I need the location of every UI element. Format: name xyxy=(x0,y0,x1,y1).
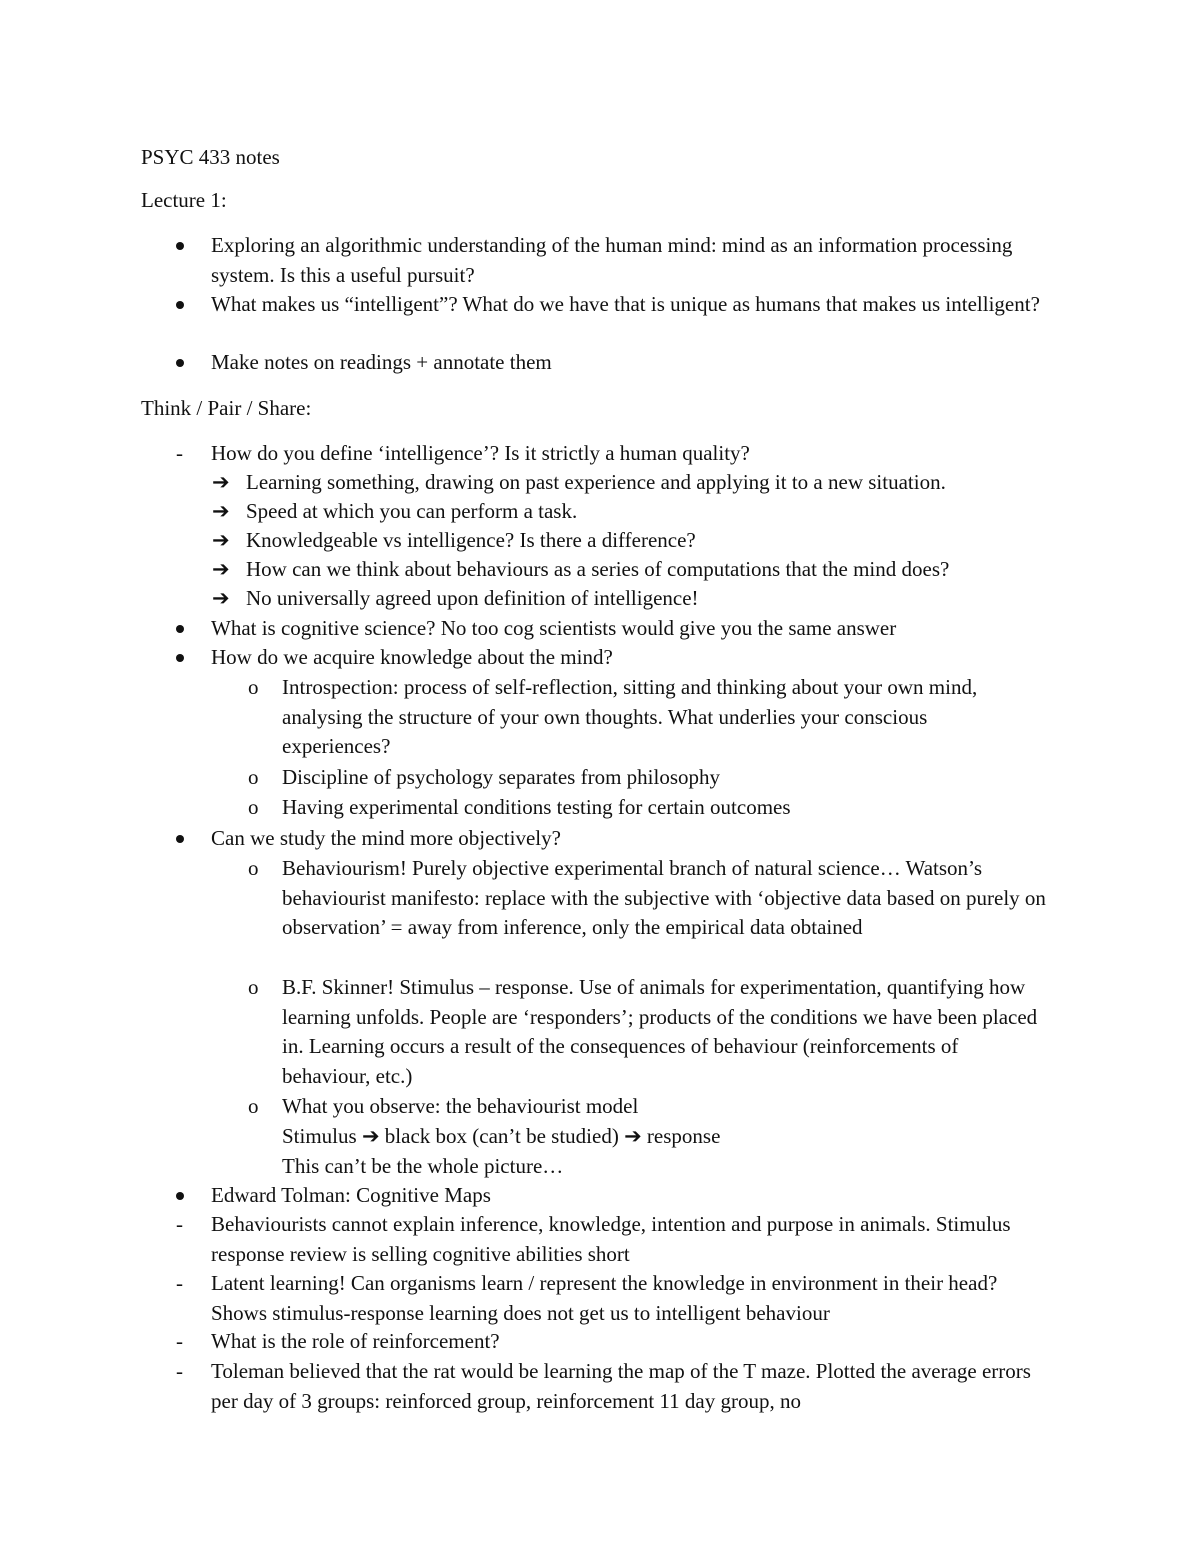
list-item-text: What you observe: the behaviourist model xyxy=(282,1094,639,1118)
bullet-marker xyxy=(176,625,184,633)
bullet-marker xyxy=(176,1192,184,1200)
list-item-text: Introspection: process of self-reflection, sitting and thinking about your own mind, analysing the structure of your own thoughts. What underlies your conscious experiences? xyxy=(282,675,978,759)
list-item-text: What is the role of reinforcement? xyxy=(211,1329,500,1353)
list-item-text: Behaviourism! Purely objective experimental branch of natural science… Watson’s behaviourist manifesto: replace with the subjective with ‘objective data based on purely on observation’ = away from inference, only the empirical data obtained xyxy=(282,856,1046,940)
lecture-heading: Lecture 1: xyxy=(141,188,227,212)
behaviourist-model-line: Stimulus ➔ black box (can’t be studied) ➔ response xyxy=(282,1124,721,1148)
think-pair-share-heading: Think / Pair / Share: xyxy=(141,396,312,420)
whole-picture-line: This can’t be the whole picture… xyxy=(282,1154,564,1178)
bullet-marker xyxy=(176,654,184,662)
list-item-text: What makes us “intelligent”? What do we have that is unique as humans that makes us intelligent? xyxy=(211,292,1040,316)
dash-marker: - xyxy=(176,1329,183,1353)
list-item-text: How do we acquire knowledge about the mind? xyxy=(211,645,613,669)
list-item-text: Discipline of psychology separates from philosophy xyxy=(282,765,721,789)
dash-marker: - xyxy=(176,441,183,465)
circle-marker: o xyxy=(248,765,259,789)
circle-marker: o xyxy=(248,1094,259,1118)
list-item-text: Behaviourists cannot explain inference, knowledge, intention and purpose in animals. Stimulus response review is selling cognitive abilities short xyxy=(211,1212,1011,1266)
dash-marker: - xyxy=(176,1359,183,1383)
list-item-text: Knowledgeable vs intelligence? Is there a difference? xyxy=(246,528,696,552)
list-item-text: Edward Tolman: Cognitive Maps xyxy=(211,1183,491,1207)
list-item-text: Learning something, drawing on past experience and applying it to a new situation. xyxy=(246,470,946,494)
list-item-text: How do you define ‘intelligence’? Is it strictly a human quality? xyxy=(211,441,750,465)
list-item-text: Having experimental conditions testing for certain outcomes xyxy=(282,795,791,819)
arrow-icon: ➔ xyxy=(212,470,230,494)
circle-marker: o xyxy=(248,975,259,999)
list-item-text: B.F. Skinner! Stimulus – response. Use of animals for experimentation, quantifying how learning unfolds. People are ‘responders’; products of the conditions we have been placed in. Learning occurs a result of the consequences of behaviour (reinforcements of behaviour, etc.) xyxy=(282,975,1038,1088)
list-item-text: Latent learning! Can organisms learn / represent the knowledge in environment in their head? Shows stimulus-response learning does not get us to intelligent behaviour xyxy=(211,1271,998,1325)
bullet-marker xyxy=(176,242,184,250)
list-item-text: How can we think about behaviours as a series of computations that the mind does? xyxy=(246,557,950,581)
circle-marker: o xyxy=(248,675,259,699)
dash-marker: - xyxy=(176,1271,183,1295)
arrow-icon: ➔ xyxy=(212,586,230,610)
list-item-text: Can we study the mind more objectively? xyxy=(211,826,561,850)
bullet-marker xyxy=(176,301,184,309)
list-item-text: Toleman believed that the rat would be learning the map of the T maze. Plotted the average errors per day of 3 groups: reinforced group, reinforcement 11 day group, no xyxy=(211,1359,1031,1413)
list-item-text: Speed at which you can perform a task. xyxy=(246,499,578,523)
circle-marker: o xyxy=(248,795,259,819)
dash-marker: - xyxy=(176,1212,183,1236)
arrow-icon: ➔ xyxy=(212,499,230,523)
bullet-marker xyxy=(176,359,184,367)
arrow-icon: ➔ xyxy=(212,557,230,581)
bullet-marker xyxy=(176,835,184,843)
list-item-text: Make notes on readings + annotate them xyxy=(211,350,552,374)
circle-marker: o xyxy=(248,856,259,880)
document-title: PSYC 433 notes xyxy=(141,145,280,169)
list-item-text: Exploring an algorithmic understanding of the human mind: mind as an information processing system. Is this a useful pursuit? xyxy=(211,233,1013,287)
list-item-text: No universally agreed upon definition of intelligence! xyxy=(246,586,699,610)
arrow-icon: ➔ xyxy=(212,528,230,552)
list-item-text: What is cognitive science? No too cog scientists would give you the same answer xyxy=(211,616,897,640)
